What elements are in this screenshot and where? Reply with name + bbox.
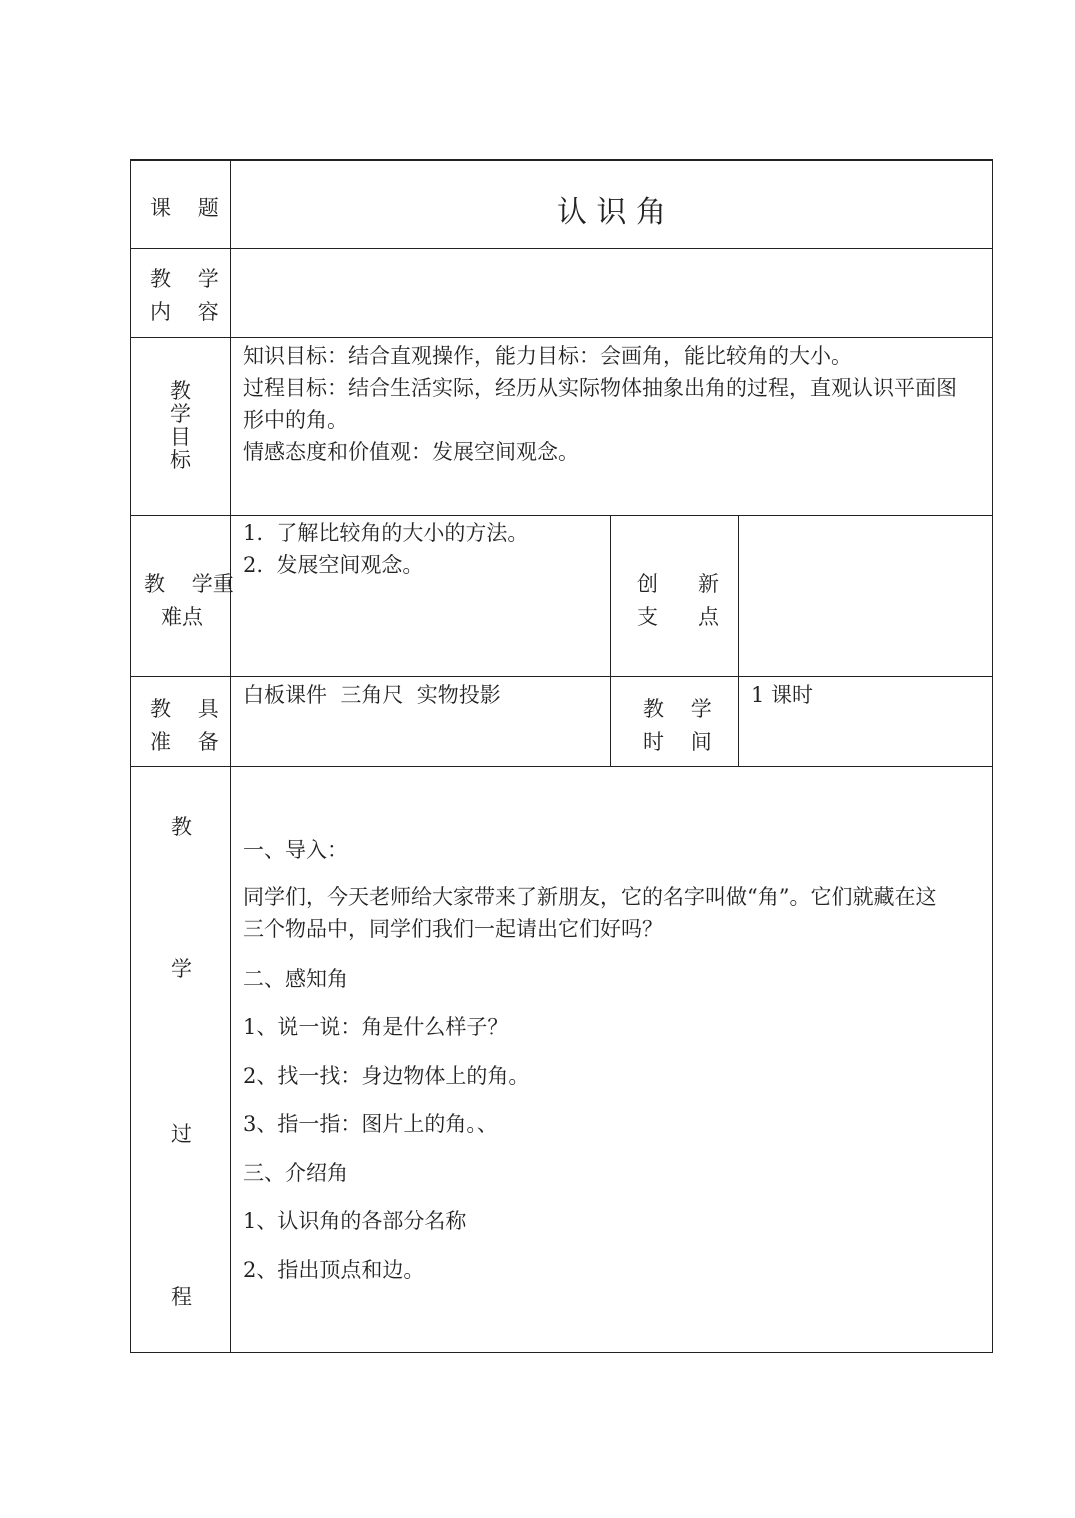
lesson-title: 认 识 角 <box>556 195 667 230</box>
value-cell-time <box>738 676 993 767</box>
process-intro-line1: 同学们，今天老师给大家带来了新朋友，它的名字叫做“角”。它们就藏在这 <box>243 885 937 909</box>
lesson-plan-table <box>130 159 993 1353</box>
label-process-char-3: 过 <box>171 1122 192 1146</box>
process-item-parts: 1、认识角的各部分名称 <box>243 1209 467 1233</box>
label-cell-topic <box>130 159 231 249</box>
value-cell-process <box>230 766 993 1353</box>
value-cell-innovation <box>738 515 993 677</box>
label-cell-content <box>130 248 231 338</box>
process-section-introduce: 三、介绍角 <box>243 1161 348 1185</box>
value-cell-goals <box>230 337 993 516</box>
label-goals-char-3: 目 <box>170 425 191 449</box>
label-cell-goals <box>130 337 231 516</box>
label-cell-innovation <box>610 515 739 677</box>
label-innovation-line1: 创 新 <box>637 572 720 596</box>
label-goals-char-2: 学 <box>170 402 191 426</box>
goal-knowledge: 知识目标：结合直观操作，能力目标：会画角，能比较角的大小。 <box>243 344 852 368</box>
label-tools-line1: 教 具 <box>150 697 219 721</box>
label-goals-char-1: 教 <box>170 379 191 403</box>
label-keypoints-line1: 教 学重 <box>144 572 234 596</box>
label-process-char-2: 学 <box>171 957 192 981</box>
label-cell-process <box>130 766 231 1353</box>
label-goals-char-4: 标 <box>170 448 191 472</box>
label-keypoints-line2: 难点 <box>161 605 203 629</box>
row-topic <box>130 159 993 249</box>
label-tools-line2: 准 备 <box>150 730 219 754</box>
process-section-intro: 一、导入： <box>243 838 348 862</box>
process-intro-line2: 三个物品中，同学们我们一起请出它们好吗？ <box>243 917 663 941</box>
value-cell-tools <box>230 676 611 767</box>
label-content-line2: 内 容 <box>150 300 219 324</box>
goal-process-line2: 形中的角。 <box>243 408 348 432</box>
label-cell-tools <box>130 676 231 767</box>
row-process <box>130 766 993 1353</box>
row-keypoints <box>130 515 993 677</box>
label-cell-time <box>610 676 739 767</box>
process-item-vertex: 2、指出顶点和边。 <box>243 1258 425 1282</box>
process-item-say: 1、说一说：角是什么样子？ <box>243 1015 509 1039</box>
row-teaching-content <box>130 248 993 338</box>
label-process-char-4: 程 <box>171 1285 192 1309</box>
row-tools <box>130 676 993 767</box>
label-cell-keypoints <box>130 515 234 677</box>
row-goals <box>130 337 993 516</box>
time-text: 1 课时 <box>751 683 814 707</box>
goal-attitude: 情感态度和价值观：发展空间观念。 <box>243 440 579 464</box>
goal-process-line1: 过程目标：结合生活实际，经历从实际物体抽象出角的过程，直观认识平面图 <box>243 376 957 400</box>
label-time-line1: 教 学 <box>643 697 712 721</box>
label-topic: 课 题 <box>150 196 219 220</box>
process-item-point: 3、指一指：图片上的角。、 <box>243 1112 498 1136</box>
keypoint-2: 2. 发展空间观念。 <box>243 553 424 577</box>
value-cell-title <box>230 159 993 249</box>
keypoint-1: 1. 了解比较角的大小的方法。 <box>243 521 529 545</box>
label-content-line1: 教 学 <box>150 267 219 291</box>
process-section-perceive: 二、感知角 <box>243 967 348 991</box>
label-process-char-1: 教 <box>171 815 192 839</box>
process-item-find: 2、找一找：身边物体上的角。 <box>243 1064 530 1088</box>
value-cell-teaching-content <box>230 248 993 338</box>
label-innovation-line2: 支 点 <box>637 605 720 629</box>
value-cell-keypoints <box>230 515 611 677</box>
label-time-line2: 时 间 <box>643 730 712 754</box>
tools-text: 白板课件 三角尺 实物投影 <box>243 683 501 707</box>
